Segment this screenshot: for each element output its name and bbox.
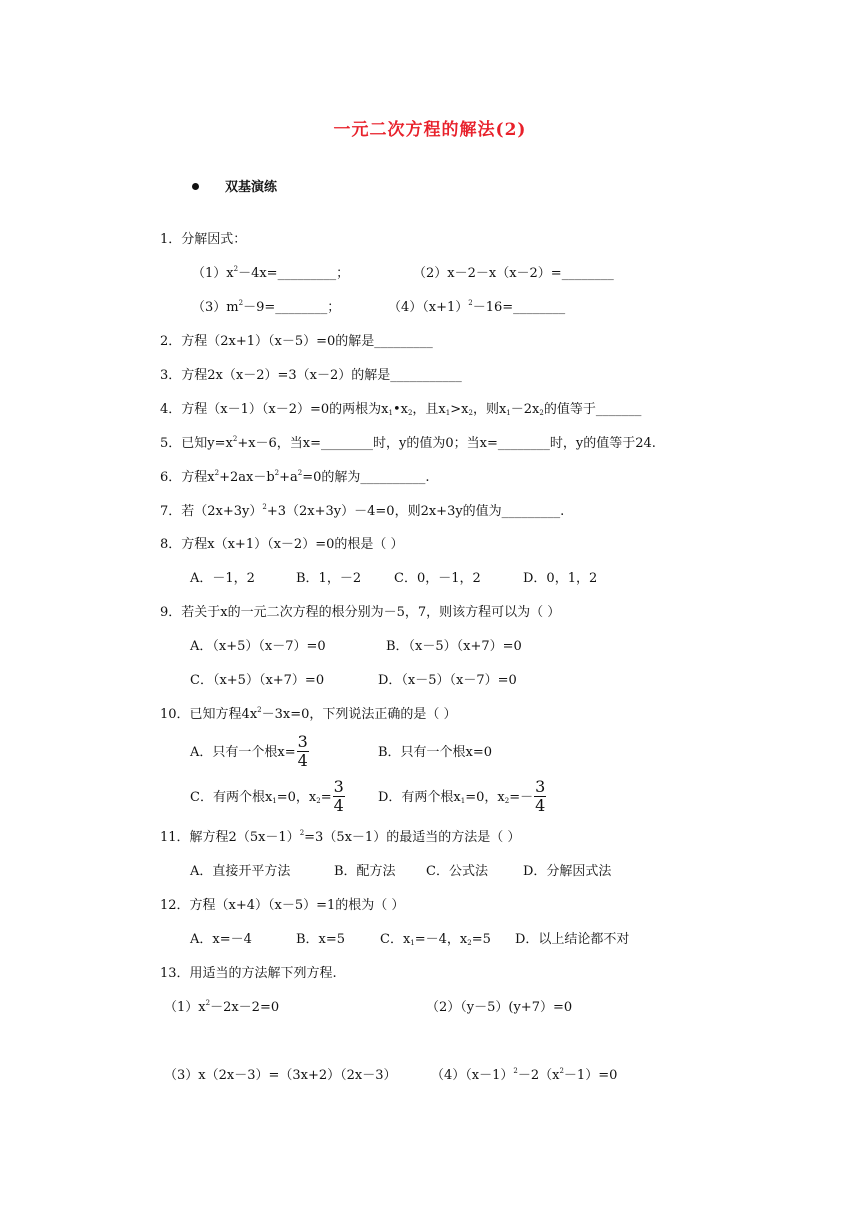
section-label: 双基演练 bbox=[225, 180, 278, 195]
fraction: $\frac{3}{4}$ bbox=[297, 732, 308, 770]
question-11-option-d: D．分解因式法 bbox=[523, 864, 612, 879]
fraction: $\frac{3}{4}$ bbox=[333, 777, 344, 815]
fraction: $\frac{3}{4}$ bbox=[535, 777, 546, 815]
question-8-option-a: A．－1，2 bbox=[190, 571, 255, 586]
question-7: 7．若$(2x+3y)^2+3(2x+3y)-4=0$，则2x+3y的值为_________. bbox=[160, 503, 565, 519]
page-title: 一元二次方程的解法(2) bbox=[333, 120, 527, 140]
question-12-option-a: A．x=－4 bbox=[190, 932, 252, 947]
question-10-option-d: D．有两个根$x_1=0$，$x_2=-$ $\frac{3}{4}$ bbox=[378, 777, 546, 815]
question-9-option-b: B．（x－5）（x+7）=0 bbox=[386, 639, 522, 654]
question-3: 3．方程2x（x－2）=3（x－2）的解是___________ bbox=[160, 368, 462, 383]
question-13-equation-2: （2）（y－5）(y+7）=0 bbox=[426, 1000, 573, 1015]
question-11-option-a: A．直接开平方法 bbox=[190, 864, 291, 879]
question-8: 8．方程x（x+1）（x－2）=0的根是（ ） bbox=[160, 537, 404, 552]
question-8-option-d: D．0，1，2 bbox=[523, 571, 598, 586]
question-12-option-c: C．$x_1=-4$，$x_2=5$ bbox=[380, 932, 491, 947]
question-5: 5．已知$y=x^2+x-6$，当x=________时，y的值为0；当x=________时，y的值等于24. bbox=[160, 435, 656, 451]
bullet-icon bbox=[192, 183, 199, 190]
question-8-option-b: B．1，－2 bbox=[296, 571, 362, 586]
question-11: 11．解方程$2(5x-1)^2=3(5x-1)$的最适当的方法是（ ） bbox=[160, 829, 521, 845]
question-10-option-c: C．有两个根$x_1=0$，$x_2=$ $\frac{3}{4}$ bbox=[190, 777, 344, 815]
question-10-option-a: A．只有一个根x= $\frac{3}{4}$ bbox=[190, 732, 308, 770]
question-9: 9．若关于x的一元二次方程的根分别为－5，7，则该方程可以为（ ） bbox=[160, 605, 561, 620]
question-11-option-c: C．公式法 bbox=[426, 864, 488, 879]
question-1-part-4: $(4)(x+1)^2-16=\_\_\_\_\_\_\_\_$ bbox=[388, 299, 566, 315]
question-13: 13．用适当的方法解下列方程. bbox=[160, 966, 337, 981]
question-8-option-c: C．0，－1，2 bbox=[394, 571, 481, 586]
section-heading bbox=[192, 176, 277, 195]
question-13-equation-3: （3）x（2x－3）=（3x+2）（2x－3） bbox=[164, 1068, 397, 1083]
question-12-option-b: B．x=5 bbox=[296, 932, 346, 947]
question-1-part-2: （2）x－2－x（x－2）=________ bbox=[413, 266, 614, 281]
question-1: 1．分解因式： bbox=[160, 232, 247, 247]
question-1-part-3: $(3)m^2-9=\_\_\_\_\_\_\_\_$； bbox=[192, 299, 341, 315]
question-13-equation-4: $(4)(x-1)^2-2(x^2-1)=0$ bbox=[431, 1067, 618, 1083]
question-11-option-b: B．配方法 bbox=[334, 864, 396, 879]
question-13-equation-1: $(1)x^2-2x-2=0$ bbox=[164, 999, 280, 1015]
question-9-option-c: C．（x+5）（x+7）=0 bbox=[190, 673, 325, 688]
question-10: 10．已知方程$4x^2-3x=0$，下列说法正确的是（ ） bbox=[160, 706, 457, 722]
question-12-option-d: D．以上结论都不对 bbox=[515, 932, 630, 947]
question-9-option-d: D．（x－5）（x－7）=0 bbox=[378, 673, 517, 688]
question-10-option-b: B．只有一个根x=0 bbox=[378, 745, 493, 760]
question-12: 12．方程（x+4）（x－5）=1的根为（ ） bbox=[160, 898, 405, 913]
question-1-part-1: $(1)x^2-4x=\_\_\_\_\_\_\_\_\_$； bbox=[192, 265, 350, 281]
question-9-option-a: A．（x+5）（x－7）=0 bbox=[190, 639, 326, 654]
question-2: 2．方程（2x+1）（x－5）=0的解是_________ bbox=[160, 334, 433, 349]
question-6: 6．方程$x^2+2ax-b^2+a^2=0$的解为__________. bbox=[160, 469, 430, 485]
question-4: 4．方程（x－1）（x－2）=0的两根为$x_1•x_2$，且$x_1>x_2$，则$x_1-2x_2$的值等于_______ bbox=[160, 402, 642, 417]
